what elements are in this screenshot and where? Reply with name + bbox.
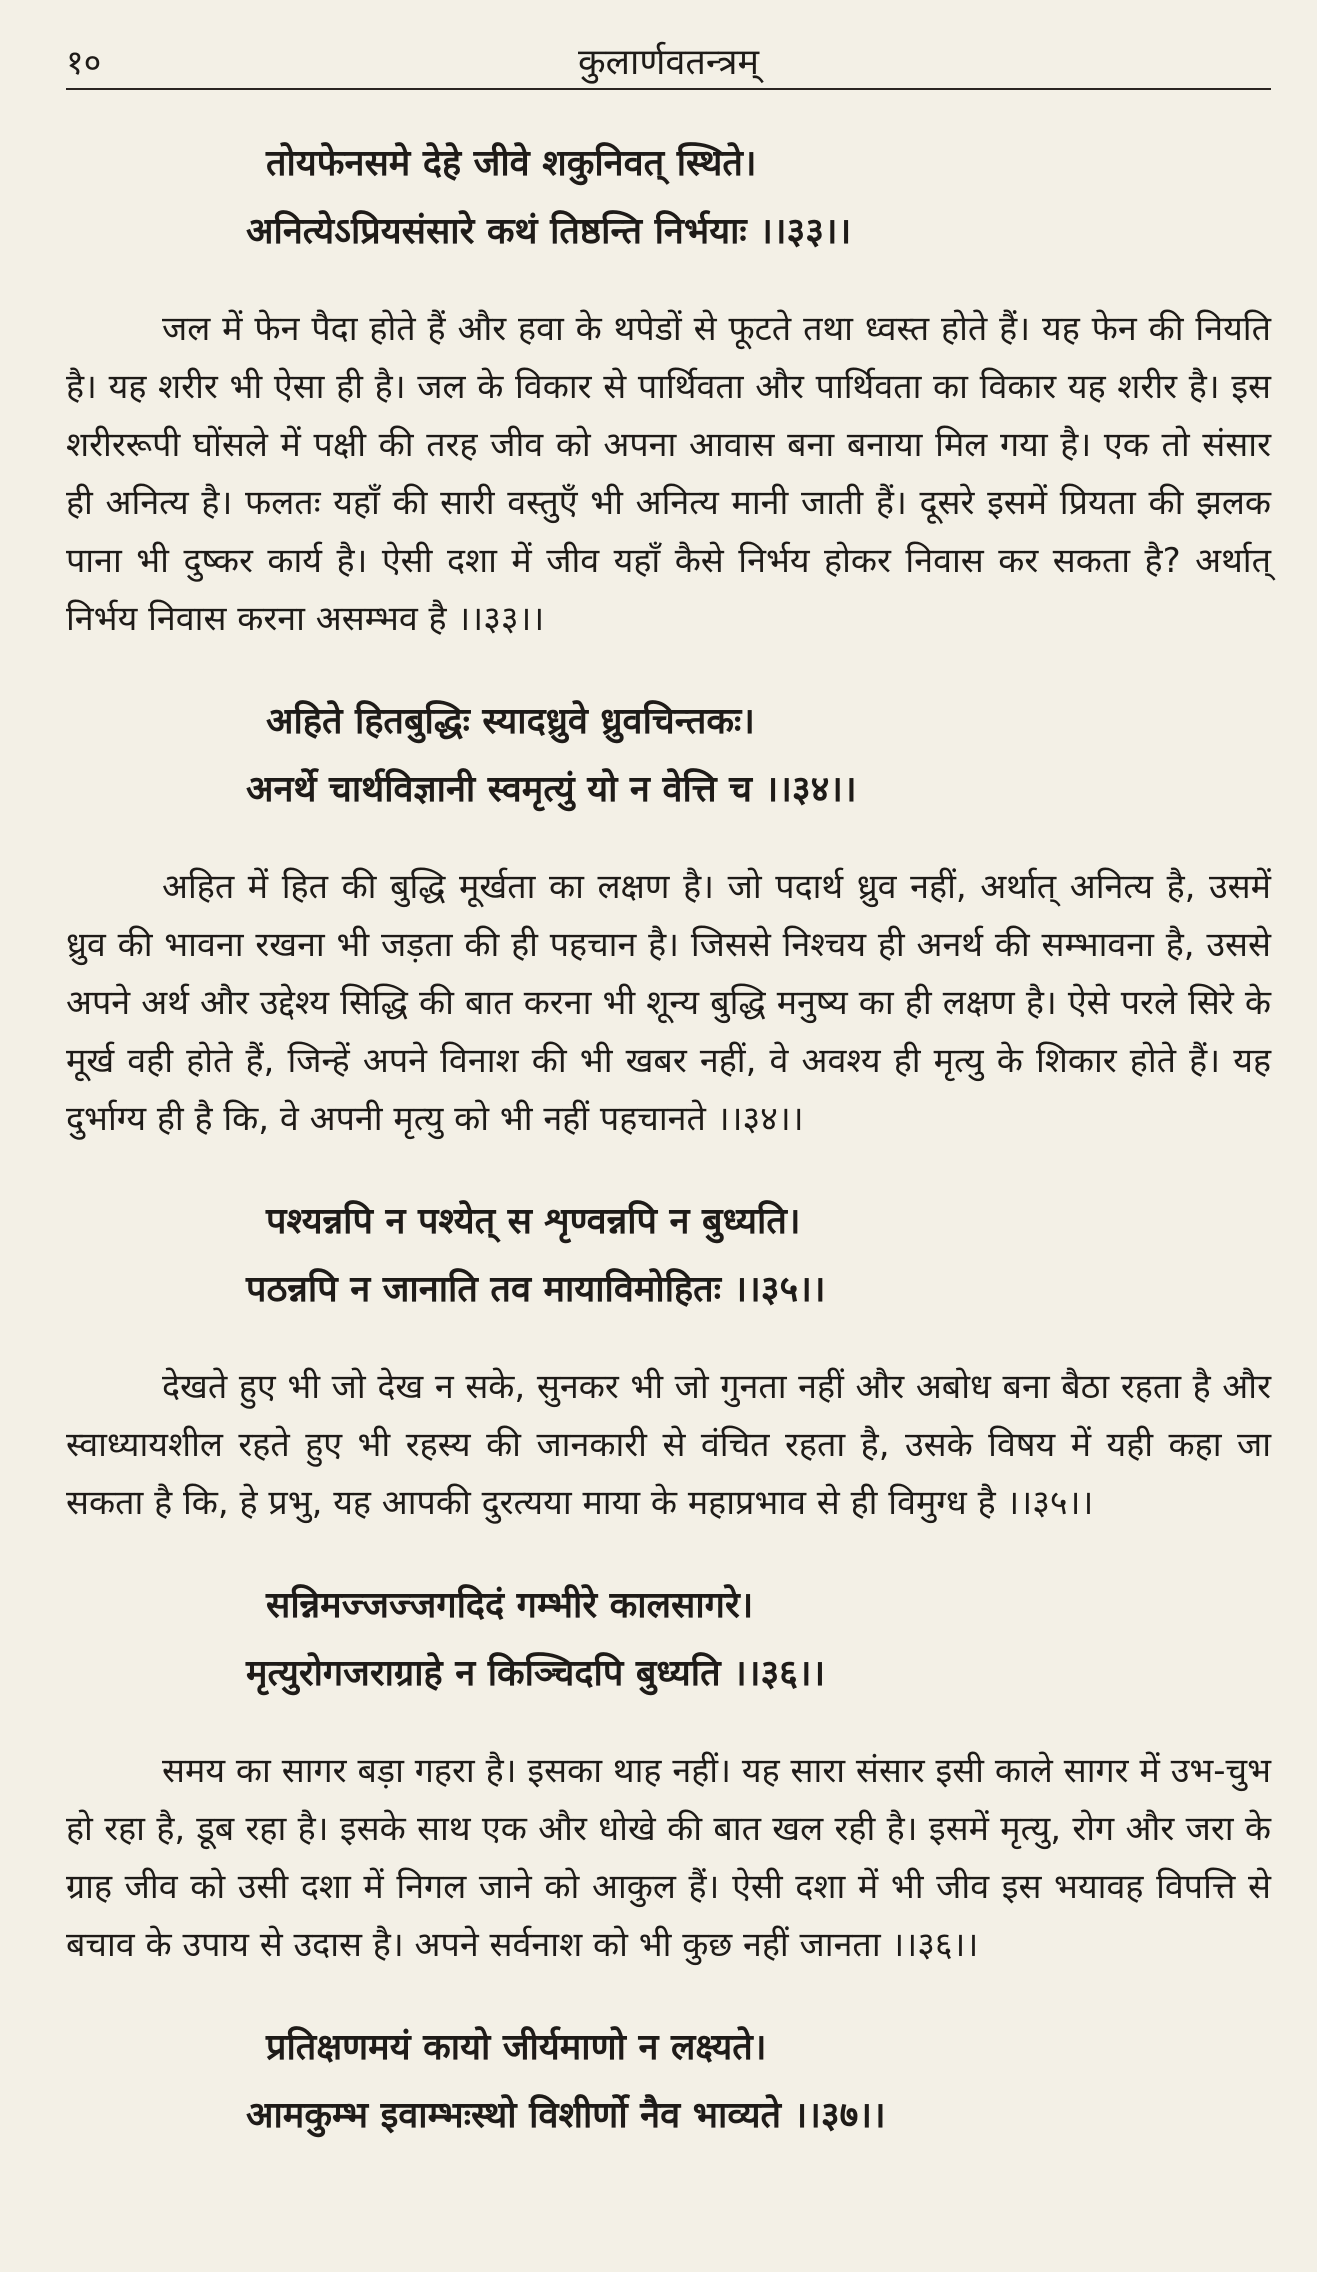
- verse-line: सन्निमज्जज्जगदिदं गम्भीरे कालसागरे।: [266, 1585, 754, 1626]
- commentary-paragraph: अहित में हित की बुद्धि मूर्खता का लक्षण है। जो पदार्थ ध्रुव नहीं, अर्थात् अनित्य है, उसमें ध्रुव की भावना रखना भी जड़ता की ही पहचान है। जिससे निश्चय ही अनर्थ की सम्भावना है, उससे अपने अर्थ और उद्देश्य सिद्धि की बात करना भी शून्य बुद्धि मनुष्य का ही लक्षण है। ऐसे परले सिरे के मूर्ख वही होते हैं, जिन्हें अपने विनाश की भी खबर नहीं, वे अवश्य ही मृत्यु के शिकार होते हैं। यह दुर्भाग्य ही है कि, वे अपनी मृत्यु को भी नहीं पहचानते ।।३४।।: [66, 867, 1271, 1139]
- verse-line: मृत्युरोगजराग्राहे न किञ्चिदपि बुध्यति ।।३६।।: [246, 1653, 826, 1694]
- page-number: १०: [66, 43, 102, 83]
- verse-line: प्रतिक्षणमयं कायो जीर्यमाणो न लक्ष्यते।: [266, 2027, 767, 2068]
- verse-line: अनित्येऽप्रियसंसारे कथं तिष्ठन्ति निर्भयाः ।।३३।।: [246, 211, 852, 252]
- verse-line: आमकुम्भ इवाम्भःस्थो विशीर्णो नैव भाव्यते ।।३७।।: [246, 2095, 886, 2136]
- verse-line: अनर्थे चार्थविज्ञानी स्वमृत्युं यो न वेत्ति च ।।३४।।: [246, 769, 857, 810]
- commentary-paragraph: समय का सागर बड़ा गहरा है। इसका थाह नहीं। यह सारा संसार इसी काले सागर में उभ-चुभ हो रहा है, डूब रहा है। इसके साथ एक और धोखे की बात खल रही है। इसमें मृत्यु, रोग और जरा के ग्राह जीव को उसी दशा में निगल जाने को आकुल हैं। ऐसी दशा में भी जीव इस भयावह विपत्ति से बचाव के उपाय से उदास है। अपने सर्वनाश को भी कुछ नहीं जानता ।।३६।।: [66, 1751, 1271, 1965]
- verse-line: पठन्नपि न जानाति तव मायाविमोहितः ।।३५।।: [246, 1269, 826, 1310]
- running-title: कुलार्णवतन्त्रम्: [577, 42, 760, 83]
- verse-block: [66, 130, 1271, 266]
- section-34: [66, 688, 1271, 1148]
- header-rule: [66, 88, 1271, 90]
- commentary-paragraph: जल में फेन पैदा होते हैं और हवा के थपेडों से फूटते तथा ध्वस्त होते हैं। यह फेन की नियति है। यह शरीर भी ऐसा ही है। जल के विकार से पार्थिवता और पार्थिवता का विकार यह शरीर है। इस शरीररूपी घोंसले में पक्षी की तरह जीव को अपना आवास बना बनाया मिल गया है। एक तो संसार ही अनित्य है। फलतः यहाँ की सारी वस्तुएँ भी अनित्य मानी जाती हैं। दूसरे इसमें प्रियता की झलक पाना भी दुष्कर कार्य है। ऐसी दशा में जीव यहाँ कैसे निर्भय होकर निवास कर सकता है? अर्थात् निर्भय निवास करना असम्भव है ।।३३।।: [66, 309, 1271, 639]
- section-35: [66, 1188, 1271, 1532]
- verse-line: अहिते हितबुद्धिः स्यादध्रुवे ध्रुवचिन्तकः।: [266, 701, 755, 742]
- commentary-paragraph: देखते हुए भी जो देख न सके, सुनकर भी जो गुनता नहीं और अबोध बना बैठा रहता है और स्वाध्यायशील रहते हुए भी रहस्य की जानकारी से वंचित रहता है, उसके विषय में यही कहा जा सकता है कि, हे प्रभु, यह आपकी दुरत्यया माया के महाप्रभाव से ही विमुग्ध है ।।३५।।: [66, 1367, 1271, 1523]
- section-33: [66, 130, 1271, 648]
- verse-line: तोयफेनसमे देहे जीवे शकुनिवत् स्थिते।: [266, 143, 757, 184]
- verse-line: पश्यन्नपि न पश्येत् स शृण्वन्नपि न बुध्यति।: [266, 1201, 801, 1242]
- verse-block: [66, 688, 1271, 824]
- section-36: [66, 1572, 1271, 1974]
- page-header: [66, 30, 1271, 83]
- verse-block: [66, 2014, 1271, 2150]
- verse-block: [66, 1188, 1271, 1324]
- section-37: [66, 2014, 1271, 2150]
- verse-block: [66, 1572, 1271, 1708]
